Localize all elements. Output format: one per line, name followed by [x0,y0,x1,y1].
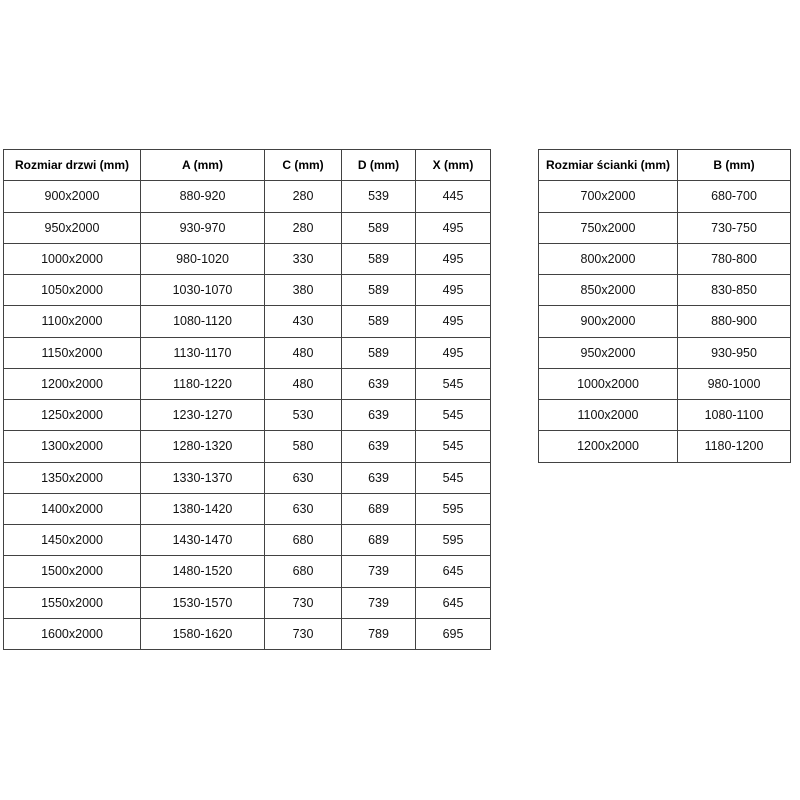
table-row [4,275,491,306]
table-cell: 545 [416,368,491,399]
table-cell: 1030-1070 [141,275,265,306]
column-header: A (mm) [141,150,265,181]
table-cell: 930-970 [141,212,265,243]
table-cell: 1350x2000 [4,462,141,493]
table-cell: 980-1000 [678,368,791,399]
table-cell: 639 [342,400,416,431]
table-cell: 1300x2000 [4,431,141,462]
table-cell: 730 [265,618,342,649]
table-cell: 639 [342,431,416,462]
table-cell: 495 [416,306,491,337]
table-cell: 595 [416,493,491,524]
table-row [4,525,491,556]
table-row [539,243,791,274]
table-cell: 780-800 [678,243,791,274]
table-cell: 1100x2000 [4,306,141,337]
table-row [4,368,491,399]
table-cell: 950x2000 [4,212,141,243]
table-cell: 1080-1100 [678,400,791,431]
table-cell: 545 [416,462,491,493]
table-cell: 880-900 [678,306,791,337]
table-cell: 680 [265,525,342,556]
table-cell: 950x2000 [539,337,678,368]
table-cell: 880-920 [141,181,265,212]
table-cell: 445 [416,181,491,212]
table-cell: 589 [342,212,416,243]
table-row [4,462,491,493]
table-cell: 1450x2000 [4,525,141,556]
table-cell: 539 [342,181,416,212]
door-sizes-table [3,149,491,650]
table-row [539,368,791,399]
table-cell: 495 [416,212,491,243]
table-cell: 1180-1220 [141,368,265,399]
table-cell: 480 [265,368,342,399]
column-header: B (mm) [678,150,791,181]
header-row [539,150,791,181]
table-cell: 689 [342,493,416,524]
column-header: Rozmiar ścianki (mm) [539,150,678,181]
table-cell: 1080-1120 [141,306,265,337]
table-row [539,400,791,431]
header-row [4,150,491,181]
table-row [4,243,491,274]
column-header: D (mm) [342,150,416,181]
table-cell: 1000x2000 [539,368,678,399]
table-cell: 495 [416,337,491,368]
table-cell: 589 [342,337,416,368]
table-cell: 830-850 [678,275,791,306]
table-cell: 430 [265,306,342,337]
table-cell: 330 [265,243,342,274]
table-cell: 1150x2000 [4,337,141,368]
table-cell: 1230-1270 [141,400,265,431]
table-cell: 495 [416,275,491,306]
table-cell: 689 [342,525,416,556]
table-cell: 1250x2000 [4,400,141,431]
table-cell: 1180-1200 [678,431,791,462]
table-cell: 1200x2000 [4,368,141,399]
table-row [4,493,491,524]
table-cell: 750x2000 [539,212,678,243]
table-cell: 545 [416,400,491,431]
table-row [539,337,791,368]
column-header: Rozmiar drzwi (mm) [4,150,141,181]
table-row [4,337,491,368]
table-cell: 639 [342,368,416,399]
table-cell: 730 [265,587,342,618]
table-cell: 1400x2000 [4,493,141,524]
table-row [4,400,491,431]
table-cell: 1330-1370 [141,462,265,493]
table-cell: 739 [342,587,416,618]
table-cell: 645 [416,556,491,587]
table-cell: 980-1020 [141,243,265,274]
table-cell: 930-950 [678,337,791,368]
table-row [539,212,791,243]
table-cell: 495 [416,243,491,274]
table-cell: 789 [342,618,416,649]
table-row [4,212,491,243]
table-cell: 700x2000 [539,181,678,212]
table-cell: 1130-1170 [141,337,265,368]
table-row [539,275,791,306]
table-cell: 800x2000 [539,243,678,274]
table-cell: 1430-1470 [141,525,265,556]
table-cell: 1280-1320 [141,431,265,462]
table-row [539,181,791,212]
table-cell: 480 [265,337,342,368]
table-cell: 1380-1420 [141,493,265,524]
table-cell: 1100x2000 [539,400,678,431]
table-cell: 630 [265,462,342,493]
table-cell: 1500x2000 [4,556,141,587]
table-cell: 645 [416,587,491,618]
table-cell: 739 [342,556,416,587]
wall-sizes-table [538,149,791,463]
table-cell: 530 [265,400,342,431]
table-cell: 380 [265,275,342,306]
table-cell: 639 [342,462,416,493]
table-row [4,181,491,212]
table-cell: 1550x2000 [4,587,141,618]
table-cell: 1530-1570 [141,587,265,618]
table-cell: 280 [265,181,342,212]
table-row [4,306,491,337]
column-header: C (mm) [265,150,342,181]
table-cell: 1580-1620 [141,618,265,649]
table-cell: 545 [416,431,491,462]
table-cell: 589 [342,243,416,274]
table-cell: 850x2000 [539,275,678,306]
table-cell: 630 [265,493,342,524]
table-cell: 580 [265,431,342,462]
table-cell: 680-700 [678,181,791,212]
table-cell: 280 [265,212,342,243]
table-row [4,587,491,618]
table-row [4,556,491,587]
table-cell: 589 [342,275,416,306]
table-cell: 1200x2000 [539,431,678,462]
table-cell: 1050x2000 [4,275,141,306]
table-cell: 900x2000 [4,181,141,212]
table-cell: 900x2000 [539,306,678,337]
table-cell: 680 [265,556,342,587]
table-cell: 695 [416,618,491,649]
table-cell: 730-750 [678,212,791,243]
table-row [4,431,491,462]
table-cell: 1000x2000 [4,243,141,274]
table-cell: 589 [342,306,416,337]
table-row [539,431,791,462]
table-cell: 1600x2000 [4,618,141,649]
table-row [4,618,491,649]
column-header: X (mm) [416,150,491,181]
table-row [539,306,791,337]
table-cell: 595 [416,525,491,556]
table-cell: 1480-1520 [141,556,265,587]
